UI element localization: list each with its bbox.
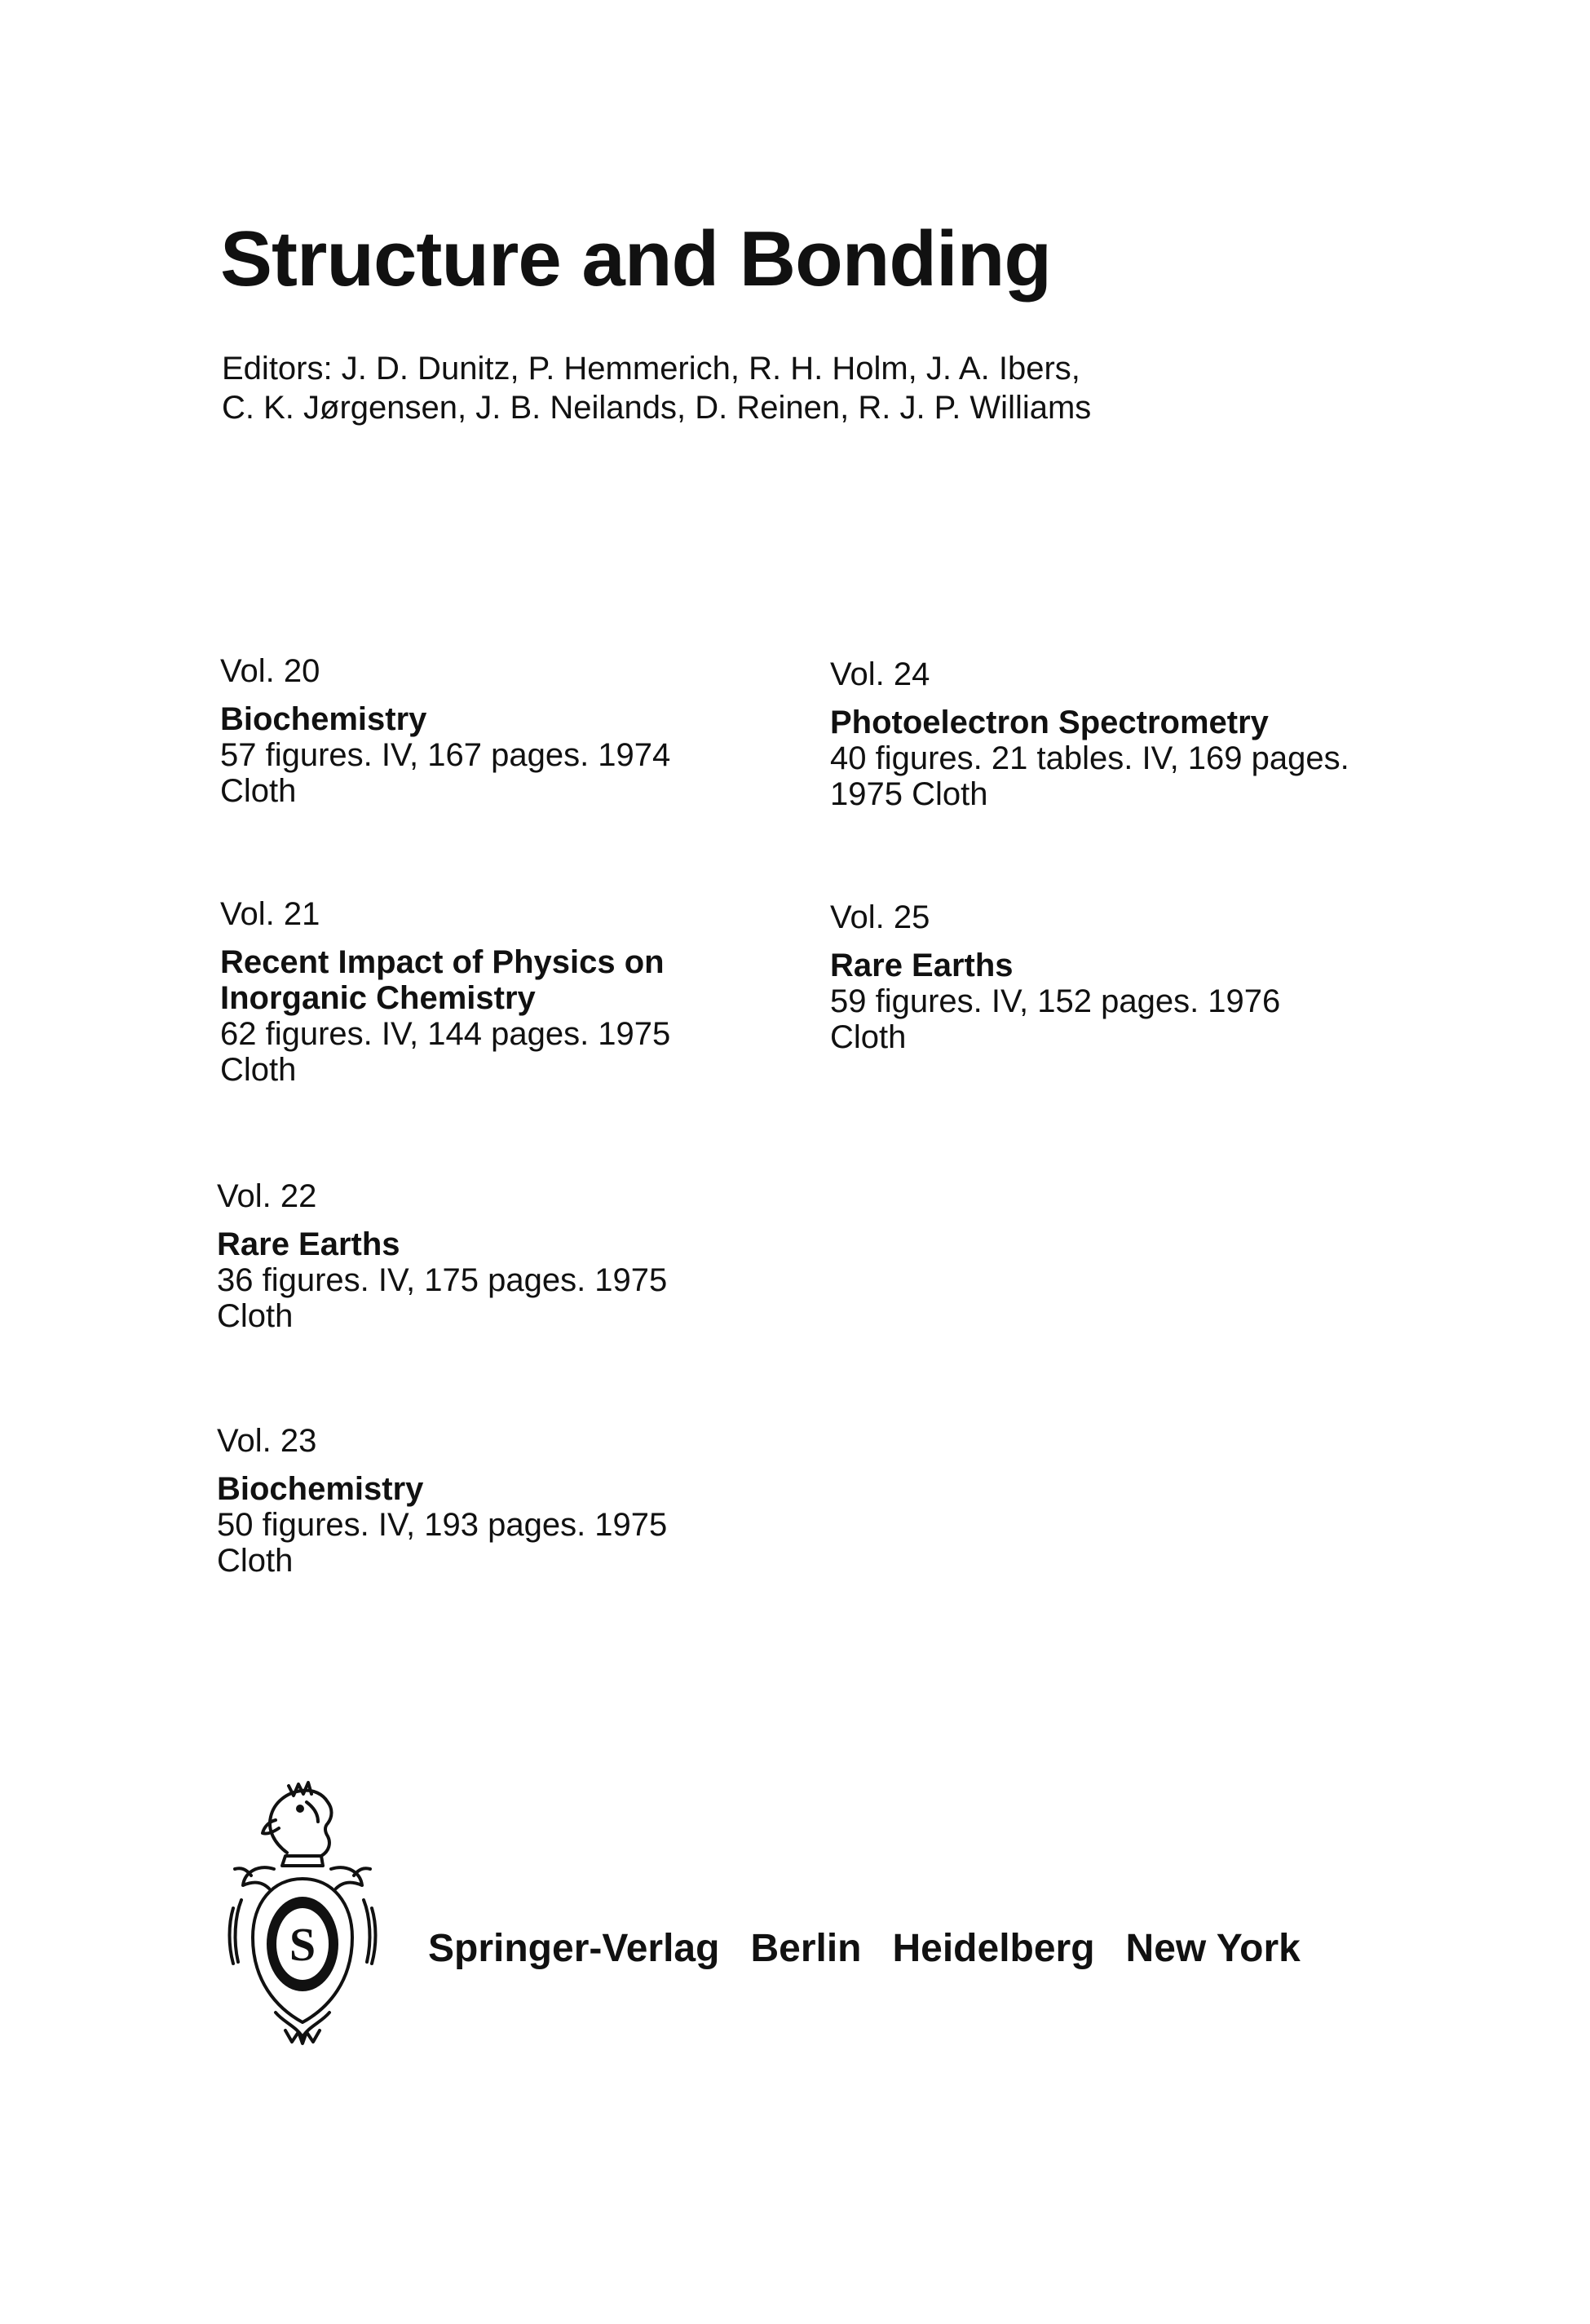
volume-number: Vol. 24 (830, 656, 930, 692)
volume-details: 62 figures. IV, 144 pages. 1975 Cloth (220, 1016, 671, 1088)
publisher-city-heidelberg: Heidelberg (892, 1927, 1095, 1970)
volume-number: Vol. 23 (217, 1423, 317, 1459)
publisher-city-berlin: Berlin (750, 1927, 862, 1970)
volume-number: Vol. 21 (220, 896, 320, 932)
editors-line-2: C. K. Jørgensen, J. B. Neilands, D. Reinen, R. J. P. Williams (222, 390, 1092, 426)
volume-entry-24 (830, 656, 1499, 812)
volume-title: Rare Earths (830, 948, 1014, 983)
volume-title: Biochemistry (217, 1471, 424, 1507)
volume-details: 50 figures. IV, 193 pages. 1975 Cloth (217, 1507, 668, 1579)
volume-details: 57 figures. IV, 167 pages. 1974 Cloth (220, 737, 671, 809)
volume-details: 59 figures. IV, 152 pages. 1976 Cloth (830, 983, 1281, 1055)
volume-title: Recent Impact of Physics on Inorganic Chemistry (220, 944, 665, 1016)
series-title: Structure and Bonding (220, 215, 1051, 303)
volume-entry-23 (217, 1422, 853, 1579)
volume-number: Vol. 20 (220, 653, 320, 689)
volume-entry-22 (217, 1177, 853, 1334)
publisher-city-new-york: New York (1125, 1927, 1301, 1970)
volume-title: Photoelectron Spectrometry (830, 705, 1269, 740)
volume-title: Biochemistry (220, 701, 427, 737)
volume-number: Vol. 25 (830, 899, 930, 935)
volume-title: Rare Earths (217, 1226, 400, 1262)
volume-details: 40 figures. 21 tables. IV, 169 pages. 1975 Cloth (830, 740, 1349, 812)
logo-monogram: S (289, 1918, 316, 1971)
volume-details: 36 figures. IV, 175 pages. 1975 Cloth (217, 1262, 668, 1334)
volume-number: Vol. 22 (217, 1178, 317, 1214)
volume-entry-21 (220, 895, 856, 1088)
springer-knight-icon (217, 1778, 388, 2047)
volume-entry-20 (220, 652, 856, 809)
editors-line-1: Editors: J. D. Dunitz, P. Hemmerich, R. H. Holm, J. A. Ibers, (222, 351, 1080, 387)
volume-entry-25 (830, 899, 1466, 1055)
publisher-name: Springer-Verlag (428, 1927, 720, 1970)
publisher-imprint (428, 1929, 1332, 1968)
editors-list (222, 349, 1091, 427)
